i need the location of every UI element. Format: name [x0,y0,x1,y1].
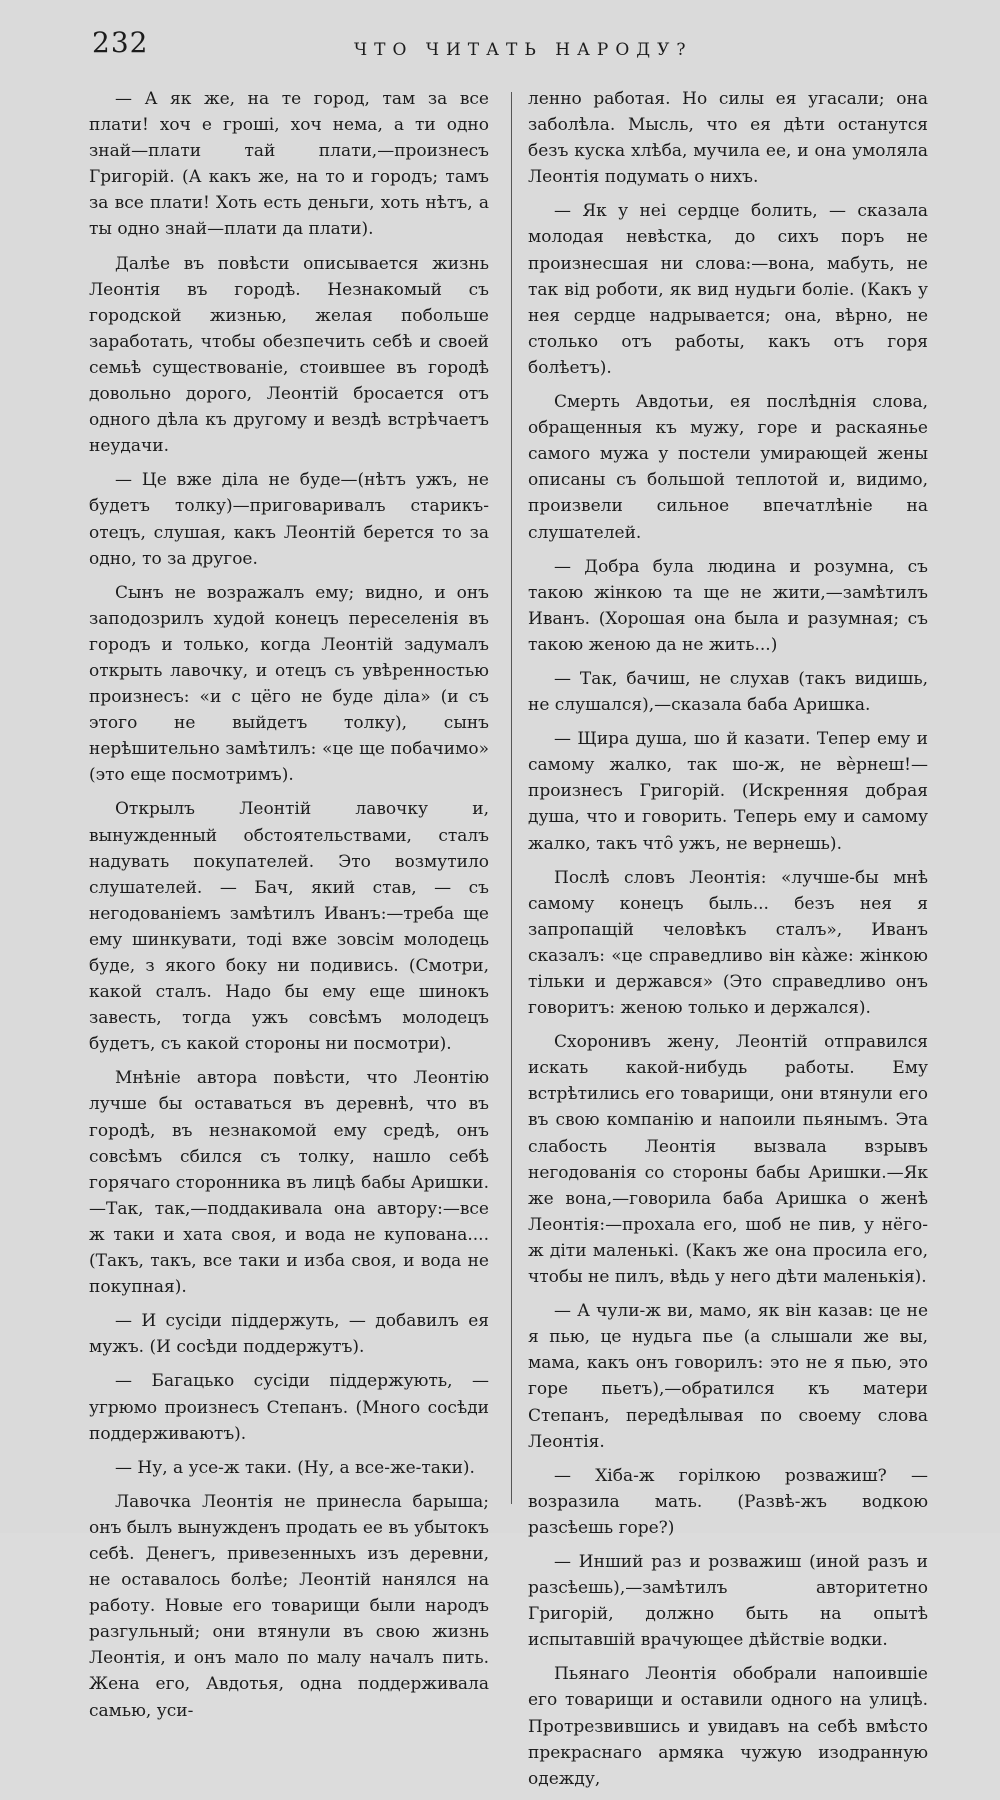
paragraph: — И сусіди піддержуть, — добавилъ ея мужъ. (И сосѣди поддержутъ). [89,1311,489,1358]
page-header [92,20,954,70]
paragraph: Далѣе въ повѣсти описывается жизнь Леонтія въ городѣ. Незнакомый съ городской жизнью, желая побольше заработать, чтобы обезпечить себѣ и своей семьѣ существованіе, стоившее въ городѣ довольно дорого, Леонтій бросается отъ одного дѣла къ другому и вездѣ встрѣчаетъ неудачи. [89,253,489,457]
paragraph: Открылъ Леонтій лавочку и, вынужденный обстоятельствами, сталъ надувать покупателей. Это возмутило слушателей. — Бач, який став, — съ негодованіемъ замѣтилъ Иванъ:—треба ще ему шинкувати, тоді вже зовсім молодець буде, з якого боку ни подивись. (Смотри, какой сталъ. Надо бы ему еще шинокъ завесть, тогда ужъ совсѣмъ молодецъ будетъ, съ какой стороны ни посмотри). [89,799,489,1055]
running-title: ЧТО ЧИТАТЬ НАРОДУ? [354,40,693,60]
paragraph: Смерть Авдотьи, ея послѣднія слова, обращенныя къ мужу, горе и раскаянье самого мужа у постели умирающей жены описаны съ большой теплотой и, видимо, произвели сильное впечатлѣніе на слушателей. [528,392,928,543]
paragraph: — Так, бачиш, не слухав (такъ видишь, не слушался),—сказала баба Аришка. [528,668,928,716]
paragraph: Пьянаго Леонтія обобрали напоившіе его товарищи и оставили одного на улицѣ. Протрезвившись и увидавъ на себѣ вмѣсто прекраснаго армяка чужую изодранную одежду, [528,1664,928,1789]
paragraph: Послѣ словъ Леонтія: «лучше-бы мнѣ самому конецъ быль... безъ нея я запропащій человѣкъ сталъ», Иванъ сказалъ: «це справедливо він кàже: жінкою тільки и держався» (Это справедливо онъ говоритъ: женою только и держался). [528,867,928,1019]
column-divider [511,92,512,1504]
paragraph: — А чули-ж ви, мамо, як він казав: це не я пью, це нудьга пье (а слышали же вы, мама, какъ онъ говорилъ: это не я пью, это горе пьетъ),—обратился къ матери Степанъ, передѣлывая по своему слова Леонтія. [528,1301,928,1452]
paragraph: Сынъ не возражалъ ему; видно, и онъ заподозрилъ худой конецъ переселенія въ городъ и только, когда Леонтій задумалъ открыть лавочку, и отецъ съ увѣренностью произнесъ: «и с цёго не буде діла» (и съ этого не выйдетъ толку), сынъ нерѣшительно замѣтилъ: «це ще побачимо» (это еще посмотримъ). [89,582,489,786]
paragraph: — Инший раз и розважиш (иной разъ и разсѣешь),—замѣтилъ авторитетно Григорій, должно быть на опытѣ испытавшій врачующее дѣйствіе водки. [528,1551,928,1651]
paragraph: — Щира душа, шо й казати. Тепер ему и самому жалко, так шо-ж, не вѐрнеш!—произнесъ Григорій. (Искренняя добрая душа, что и говорить. Теперь ему и самому жалко, такъ чтȏ ужъ, не вернешь). [528,729,928,854]
paragraph: — А як же, на те город, там за все плати! хоч е гроші, хоч нема, а ти одно знай—плати тай плати,—произнесъ Григорій. (А какъ же, на то и городъ; тамъ за все плати! Хоть есть деньги, хоть нѣтъ, а ты одно знай—плати да плати). [89,89,489,240]
paragraph: — Як у неі сердце болить, — сказала молодая невѣстка, до сихъ поръ не произнесшая ни слова:—вона, мабуть, не так від роботи, як вид нудьги болiе. (Какъ у нея сердце надрывается; она, вѣрно, не столько отъ работы, какъ отъ горя болѣетъ). [528,201,928,378]
paragraph: — Ну, а усе-ж таки. (Ну, а все-же-таки). [115,1457,475,1478]
paragraph: — Це вже діла не буде—(нѣтъ ужъ, не будетъ толку)—приговаривалъ старикъ-отецъ, слушая, какъ Леонтій берется то за одно, то за другое. [89,470,489,569]
paragraph: Лавочка Леонтія не принесла барыша; онъ былъ вынужденъ продать ее въ убытокъ себѣ. Денегъ, привезенныхъ изъ деревни, не оставалось болѣе; Леонтій нанялся на работу. Новые его товарищи были народъ разгульный; они втянули въ свою жизнь Леонтія, и онъ мало по малу началъ пить. Жена его, Авдотья, одна поддерживала самью, уси- [89,1491,489,1721]
paragraph: Мнѣніе автора повѣсти, что Леонтію лучше бы оставаться въ деревнѣ, что въ городѣ, въ незнакомой ему средѣ, онъ совсѣмъ сбился съ толку, нашло себѣ горячаго сторонника въ лицѣ бабы Аришки.—Так, так,—поддакивала она автору:—все ж таки и хата своя, и вода не купована.... (Такъ, такъ, все таки и изба своя, и вода не покупная). [89,1068,489,1298]
page-number: 232 [92,26,149,59]
paragraph: — Багацько сусіди піддержують, —угрюмо произнесъ Степанъ. (Много сосѣди поддерживаютъ). [89,1371,489,1444]
paragraph: ленно работая. Но силы ея угасали; она заболѣла. Мысль, что ея дѣти останутся безъ куска хлѣба, мучила ее, и она умоляла Леонтія подумать о нихъ. [528,89,928,188]
left-text-column [89,86,489,1732]
paragraph: — Хіба-ж горілкою розважиш? — возразила мать. (Развѣ-жъ водкою разсѣешь горе?) [528,1465,928,1538]
paragraph: Схоронивъ жену, Леонтій отправился искать какой-нибудь работы. Ему встрѣтились его товарищи, они втянули его въ свою компанію и напоили пьянымъ. Эта слабость Леонтія вызвала взрывъ негодованія со стороны бабы Аришки.—Як же вона,—говорила баба Аришка о женѣ Леонтія:—прохала его, шоб не пив, у нёго-ж діти маленькі. (Какъ же она просила его, чтобы не пилъ, вѣдь у него дѣти маленькія). [528,1032,928,1288]
right-text-column [528,86,928,1800]
paragraph: — Добра була людина и розумна, съ такою жінкою та ще не жити,—замѣтилъ Иванъ. (Хорошая она была и разумная; съ такою женою да не жить...) [528,556,928,655]
